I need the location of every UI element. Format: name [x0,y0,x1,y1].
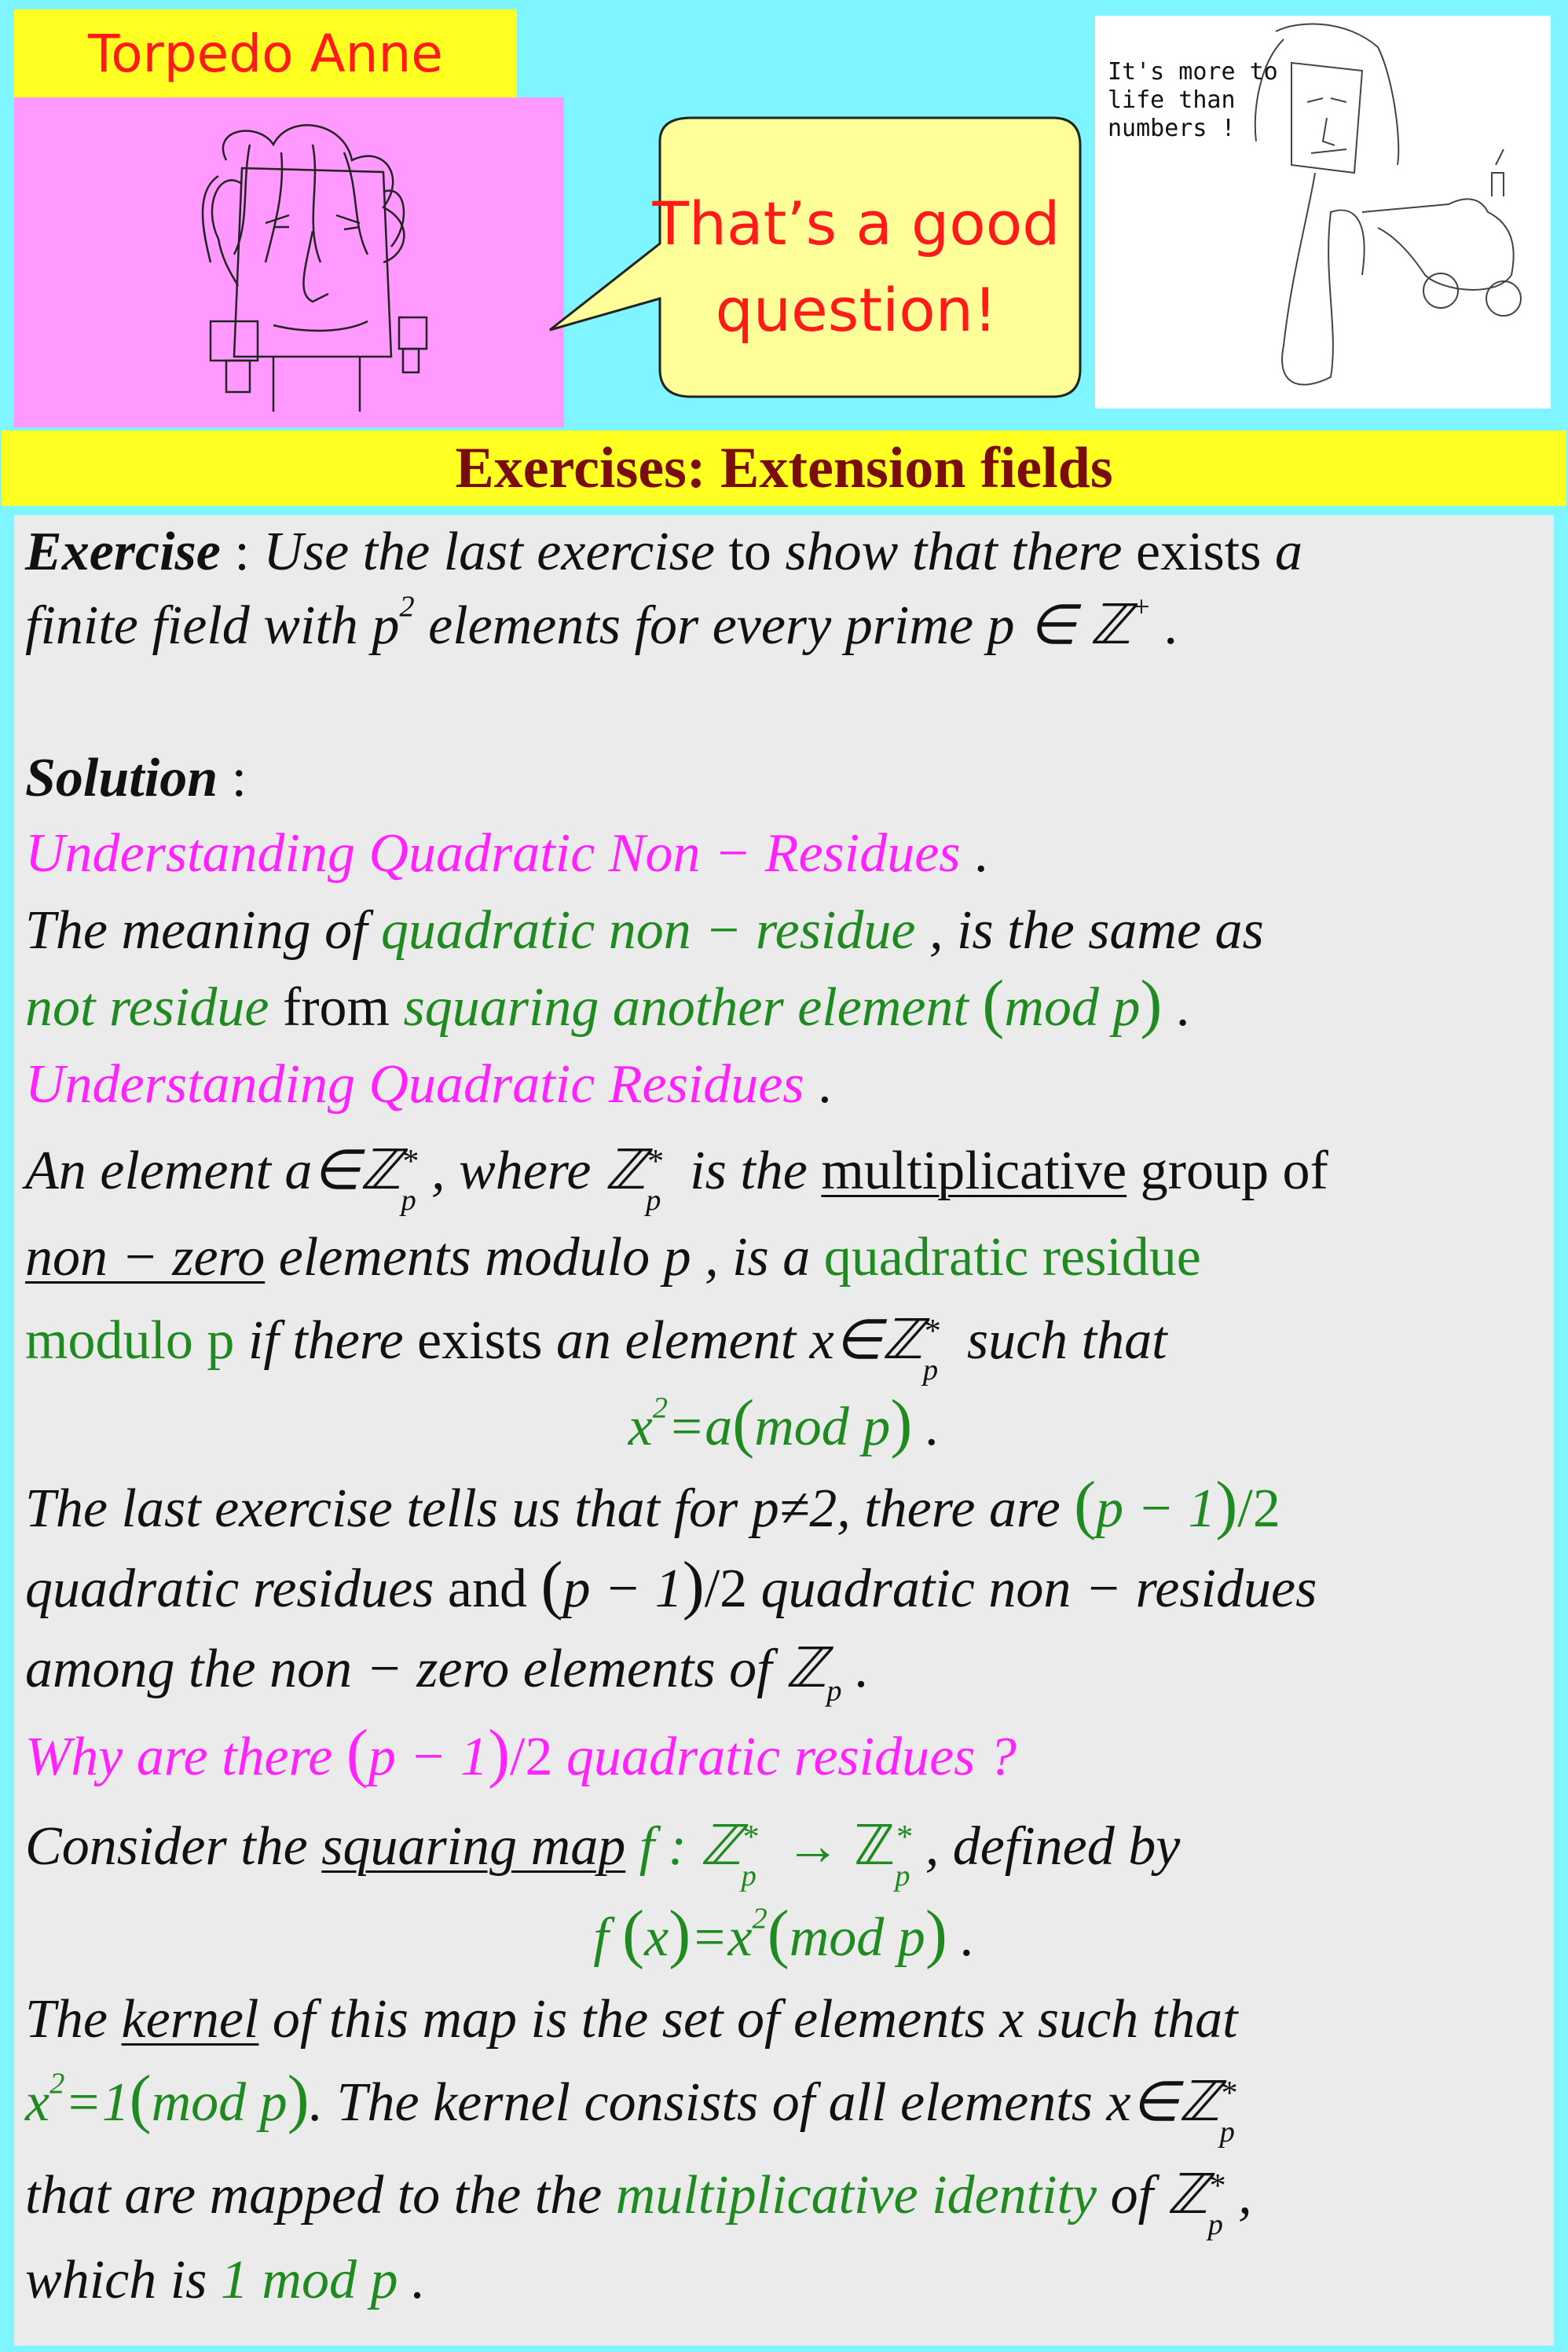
exercise-label: Exercise [25,522,221,582]
sub-p-4: p [826,1674,842,1708]
eq3-x: x [25,2072,50,2133]
sub-p-7: p [1219,2115,1235,2149]
kernel-consists: . The kernel consists of all elements x∈ℤ [309,2072,1220,2133]
nonzero-line [25,1222,1201,1293]
non-zero-term: non − zero [25,1227,266,1288]
meaning-term: quadratic non − residue [381,900,916,961]
eq2-exp: 2 [752,1902,768,1936]
word-to: to [728,522,771,582]
word-if: if [247,1310,279,1371]
squaring-map-term: squaring map [321,1816,626,1877]
element-line [25,1136,1328,1217]
bubble-line-1: That’s a good [652,189,1061,258]
kernel-equation-line: $x^2=1(mod$ p). The kernel consists of all elements x∈ℤ * p [25,2068,1250,2138]
one-mod-p: 1 mod p [220,2250,398,2310]
title-text: Exercises: Extension fields [455,435,1113,500]
star-2: * [646,1144,663,1181]
star-3: * [922,1313,940,1350]
sketch-image [1095,16,1551,408]
word-exists-2: exists [417,1310,543,1371]
multiplicative-term: multiplicative [821,1141,1127,1201]
kernel-term: kernel [121,1989,259,2050]
modulo-line [25,1306,1167,1387]
heading-residues-text: Understanding Quadratic Residues [25,1054,804,1115]
which-text: which is [25,2250,207,2310]
mult-identity-term: multiplicative identity [615,2165,1097,2226]
among-text: among the non − zero elements of ℤ [25,1639,827,1699]
consider-line [25,1812,1181,1892]
solution-label: Solution [25,748,218,808]
slash2-c: /2 [510,1727,553,1787]
sub-p-1: p [401,1183,416,1217]
why-line: Why are there (p − 1)/2 quadratic residues ? [25,1716,1017,1790]
element-text-c: is the [690,1141,808,1201]
eq1-x: x [628,1397,653,1457]
qnonres-text: quadratic non − residues [760,1559,1317,1619]
eq1-mod: mod p [754,1397,891,1457]
nonzero-text: elements modulo p , is a [278,1227,811,1288]
mod-p-1: mod p [1004,977,1141,1038]
exponent-plus: + [1130,590,1152,624]
not-residue-term: not residue [25,977,269,1038]
name-tag-text: Torpedo Anne [88,23,443,84]
heading-nonresidues: Understanding Quadratic Non − Residues . [25,823,988,884]
eq1-exp: 2 [652,1391,669,1425]
word-there: there [292,1310,404,1371]
bubble-text [636,149,1076,385]
squaring-term: squaring another element [403,977,969,1038]
consider-text: Consider the [25,1816,308,1877]
why-text: Why are there [25,1727,333,1787]
slash2-a: /2 [1237,1478,1280,1539]
exponent-2: 2 [399,590,415,624]
of-z: of ℤ [1110,2165,1208,2226]
sub-p-8: p [1207,2207,1223,2241]
eq2-mod: mod p [789,1907,925,1968]
eq2-f: f [593,1907,609,1968]
exercise-text: Use the last exercise [263,522,715,582]
eq3-exp: 2 [49,2067,65,2101]
sub-p-5: p [741,1859,757,1892]
heading-residues: Understanding Quadratic Residues . [25,1054,832,1115]
last-exercise-text: The last exercise tells us that for p≠2, there are [25,1478,1061,1539]
solution-line: Solution : [25,748,247,808]
exercise-line-1: Exercise : Use the last exercise to show that there exists a [25,522,1302,582]
exercise-text-2b: elements for every prime p ∈ ℤ [428,595,1131,656]
among-line: among the non − zero elements of ℤ$_p$ . [25,1639,870,1708]
eq1-a: =a [668,1397,733,1457]
sub-p-6: p [895,1859,910,1892]
star-1: * [401,1144,418,1181]
such-that: such that [966,1310,1167,1371]
f-colon: f : ℤ [639,1816,742,1877]
kernel-the: The [25,1989,108,2050]
heading-nonresidues-text: Understanding Quadratic Non − Residues [25,823,961,884]
qres-text: quadratic residues [25,1559,434,1619]
exercise-panel [14,515,1554,2346]
sketch-caption: It's more to life than numbers ! [1108,58,1278,142]
residues-count-line: quadratic residues and (p − 1)/2 quadratic non − residues [25,1548,1317,1621]
exercise-text-2a: finite field with p [25,595,400,656]
mapped-line [25,2160,1252,2241]
word-a: a [1274,522,1302,582]
star-6: * [1219,2075,1236,2112]
comma: , [1238,2165,1252,2226]
name-tag [14,9,517,97]
quad-residue-term: quadratic residue [823,1227,1201,1288]
page-title [2,430,1566,506]
not-residue-line: not residue from squaring another element (mod p) . [25,967,1190,1040]
element-text: An element a∈ℤ [25,1141,401,1201]
slash2-b: /2 [704,1559,748,1619]
sub-p-3: p [922,1353,939,1387]
which-line [25,2245,425,2316]
sub-p-2: p [646,1183,661,1217]
kernel-line [25,1984,1238,2055]
group-of: group of [1140,1141,1328,1201]
an-element-text: an element x∈ℤ [556,1310,923,1371]
modulo-p-term: modulo p [25,1310,235,1371]
kernel-text: of this map is the set of elements x such that [272,1989,1238,2050]
pm1-c: p − 1 [368,1727,489,1787]
eq2-rhs: =x [691,1907,753,1968]
eq3-rhs: =1 [64,2072,130,2133]
bubble-line-2: question! [715,275,998,345]
meaning-text: The meaning of [25,900,368,961]
equation-2: f $(x)=x^2(mod$ p) . [593,1897,975,1970]
exercise-line-2: finite field with $p^2$ elements for every prime p ∈ ℤ+ . [25,590,1179,656]
mapped-text: that are mapped to the the [25,2165,603,2226]
eq2-x: x [644,1907,669,1968]
star-4: * [741,1819,758,1856]
eq3-mod: mod p [151,2072,288,2133]
final-dot: . [411,2250,426,2310]
defined-by: , defined by [925,1816,1181,1877]
exercise-text-b: show that there [785,522,1123,582]
equation-1: $x^2=a(mod$ p) . [628,1387,940,1460]
speech-bubble [518,110,1084,408]
word-and: and [447,1559,527,1619]
star-5: * [895,1819,912,1856]
last-exercise-line: The last exercise tells us that for p≠2, there are (p − 1)/2 [25,1468,1280,1541]
why-text-b: quadratic residues ? [566,1727,1017,1787]
meaning-line [25,896,1264,966]
word-exists: exists [1136,522,1262,582]
element-text-b: , where ℤ [431,1141,647,1201]
portrait-drawing [14,97,564,427]
star-7: * [1207,2168,1225,2205]
pm1-b: p − 1 [562,1559,683,1619]
arrow-z: → ℤ [771,1816,896,1877]
pm1-a: p − 1 [1096,1478,1216,1539]
word-from: from [282,977,390,1038]
meaning-text-b: , is the same as [929,900,1264,961]
